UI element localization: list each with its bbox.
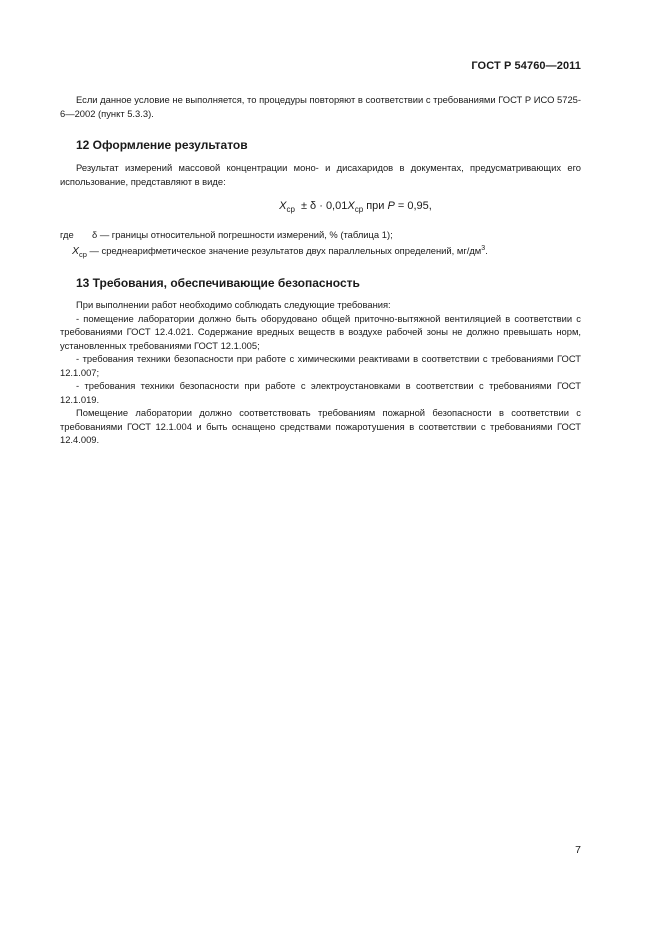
formula-x: X: [279, 200, 287, 212]
section-13-paragraph-2: - помещение лаборатории должно быть оборудовано общей приточно-вытяжной вентиляцией в соответствии с требованиями ГОСТ 12.4.021. Содержание вредных веществ в воздухе рабочей зоны не должно превышать норм, установленных требованиями ГОСТ 12.1.005;: [60, 312, 581, 351]
where-x-end: .: [485, 244, 488, 256]
section-13-paragraph-3: - требования техники безопасности при работе с химическими реактивами в соответствии с требованиями ГОСТ 12.1.007;: [60, 353, 581, 378]
where-x-var: X: [72, 244, 80, 257]
formula-x-sub: ср: [286, 205, 295, 215]
section-12-title: 12 Оформление результатов: [76, 138, 248, 152]
formula-coef: 0,01: [325, 200, 348, 212]
where-label: где: [60, 229, 74, 241]
where-block: [60, 228, 581, 261]
section-13-title: 13 Требования, обеспечивающие безопасность: [76, 276, 360, 291]
page-number: 7: [575, 844, 581, 856]
where-x-sub: ср: [79, 249, 87, 259]
section-13-paragraph-5: Помещение лаборатории должно соответствовать требованиям пожарной безопасности в соответствии с требованиями ГОСТ 12.1.004 и быть оснащено средствами пожаротушения в соответствии с требованиями ГОСТ 12.4.009.: [60, 407, 581, 446]
formula-x2-sub: ср: [354, 205, 364, 215]
where-delta: δ — границы относительной погрешности измерений, % (таблица 1);: [92, 229, 393, 241]
where-x-text: — среднеарифметическое значение результатов двух параллельных определений, мг/дм: [89, 244, 482, 256]
where-x-sup: 3: [481, 244, 486, 252]
section-13-paragraph-4: - требования техники безопасности при работе с электроустановками в соответствии с требованиями ГОСТ 12.1.019.: [60, 380, 581, 405]
document-body: [60, 93, 581, 447]
where-x-row: [72, 242, 581, 262]
section-12-paragraph: Результат измерений массовой концентрации моно- и дисахаридов в документах, предусматривающих его использование, представляют в виде:: [60, 162, 581, 187]
section-13-paragraph-1: При выполнении работ необходимо соблюдать следующие требования:: [76, 299, 391, 311]
formula-p: P: [387, 200, 395, 212]
formula-cond: при: [366, 200, 385, 212]
document-header: ГОСТ Р 54760—2011: [471, 60, 581, 72]
intro-paragraph: Если данное условие не выполняется, то процедуры повторяют в соответствии с требованиями ГОСТ Р ИСО 5725-6—2002 (пункт 5.3.3).: [60, 94, 581, 119]
result-formula: [130, 199, 581, 217]
formula-p-value: = 0,95,: [397, 200, 432, 212]
formula-pm: ± δ ·: [300, 200, 323, 212]
formula-x2: X: [347, 200, 355, 212]
